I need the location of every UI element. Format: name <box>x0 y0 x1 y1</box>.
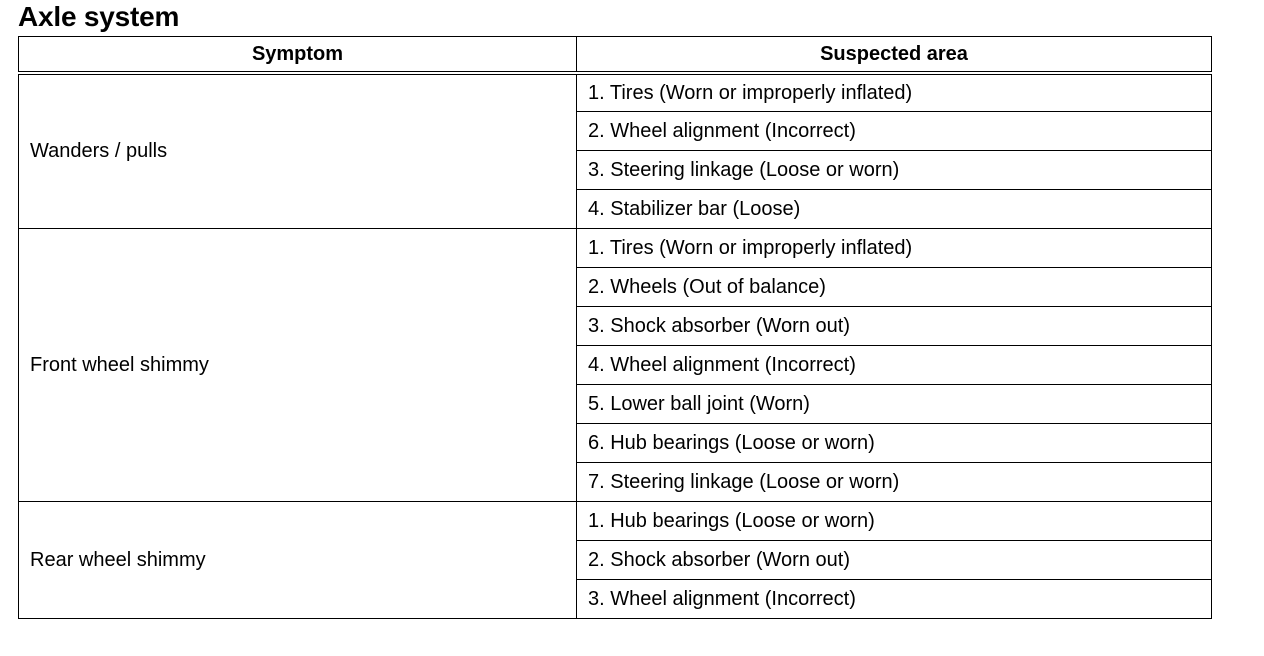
symptom-cell: Wanders / pulls <box>19 73 577 229</box>
symptom-column-header: Symptom <box>19 37 577 73</box>
suspected-area-column-header: Suspected area <box>577 37 1212 73</box>
suspected-area-cell: 2. Wheels (Out of balance) <box>577 268 1212 307</box>
symptom-cell: Rear wheel shimmy <box>19 502 577 619</box>
table-row <box>19 73 1212 112</box>
suspected-area-cell: 4. Wheel alignment (Incorrect) <box>577 346 1212 385</box>
table-row <box>19 502 1212 541</box>
suspected-area-cell: 3. Steering linkage (Loose or worn) <box>577 151 1212 190</box>
suspected-area-cell: 2. Shock absorber (Worn out) <box>577 541 1212 580</box>
suspected-area-cell: 1. Hub bearings (Loose or worn) <box>577 502 1212 541</box>
axle-system-table-container <box>18 36 1212 619</box>
table-body <box>19 73 1212 619</box>
axle-system-table <box>18 36 1212 619</box>
table-header <box>19 37 1212 73</box>
symptom-cell: Front wheel shimmy <box>19 229 577 502</box>
page-title: Axle system <box>18 1 180 32</box>
suspected-area-cell: 5. Lower ball joint (Worn) <box>577 385 1212 424</box>
header-row <box>19 37 1212 73</box>
suspected-area-cell: 4. Stabilizer bar (Loose) <box>577 190 1212 229</box>
table-row <box>19 229 1212 268</box>
suspected-area-cell: 3. Shock absorber (Worn out) <box>577 307 1212 346</box>
suspected-area-cell: 6. Hub bearings (Loose or worn) <box>577 424 1212 463</box>
suspected-area-cell: 1. Tires (Worn or improperly inflated) <box>577 229 1212 268</box>
suspected-area-cell: 2. Wheel alignment (Incorrect) <box>577 112 1212 151</box>
suspected-area-cell: 7. Steering linkage (Loose or worn) <box>577 463 1212 502</box>
suspected-area-cell: 3. Wheel alignment (Incorrect) <box>577 580 1212 619</box>
suspected-area-cell: 1. Tires (Worn or improperly inflated) <box>577 73 1212 112</box>
